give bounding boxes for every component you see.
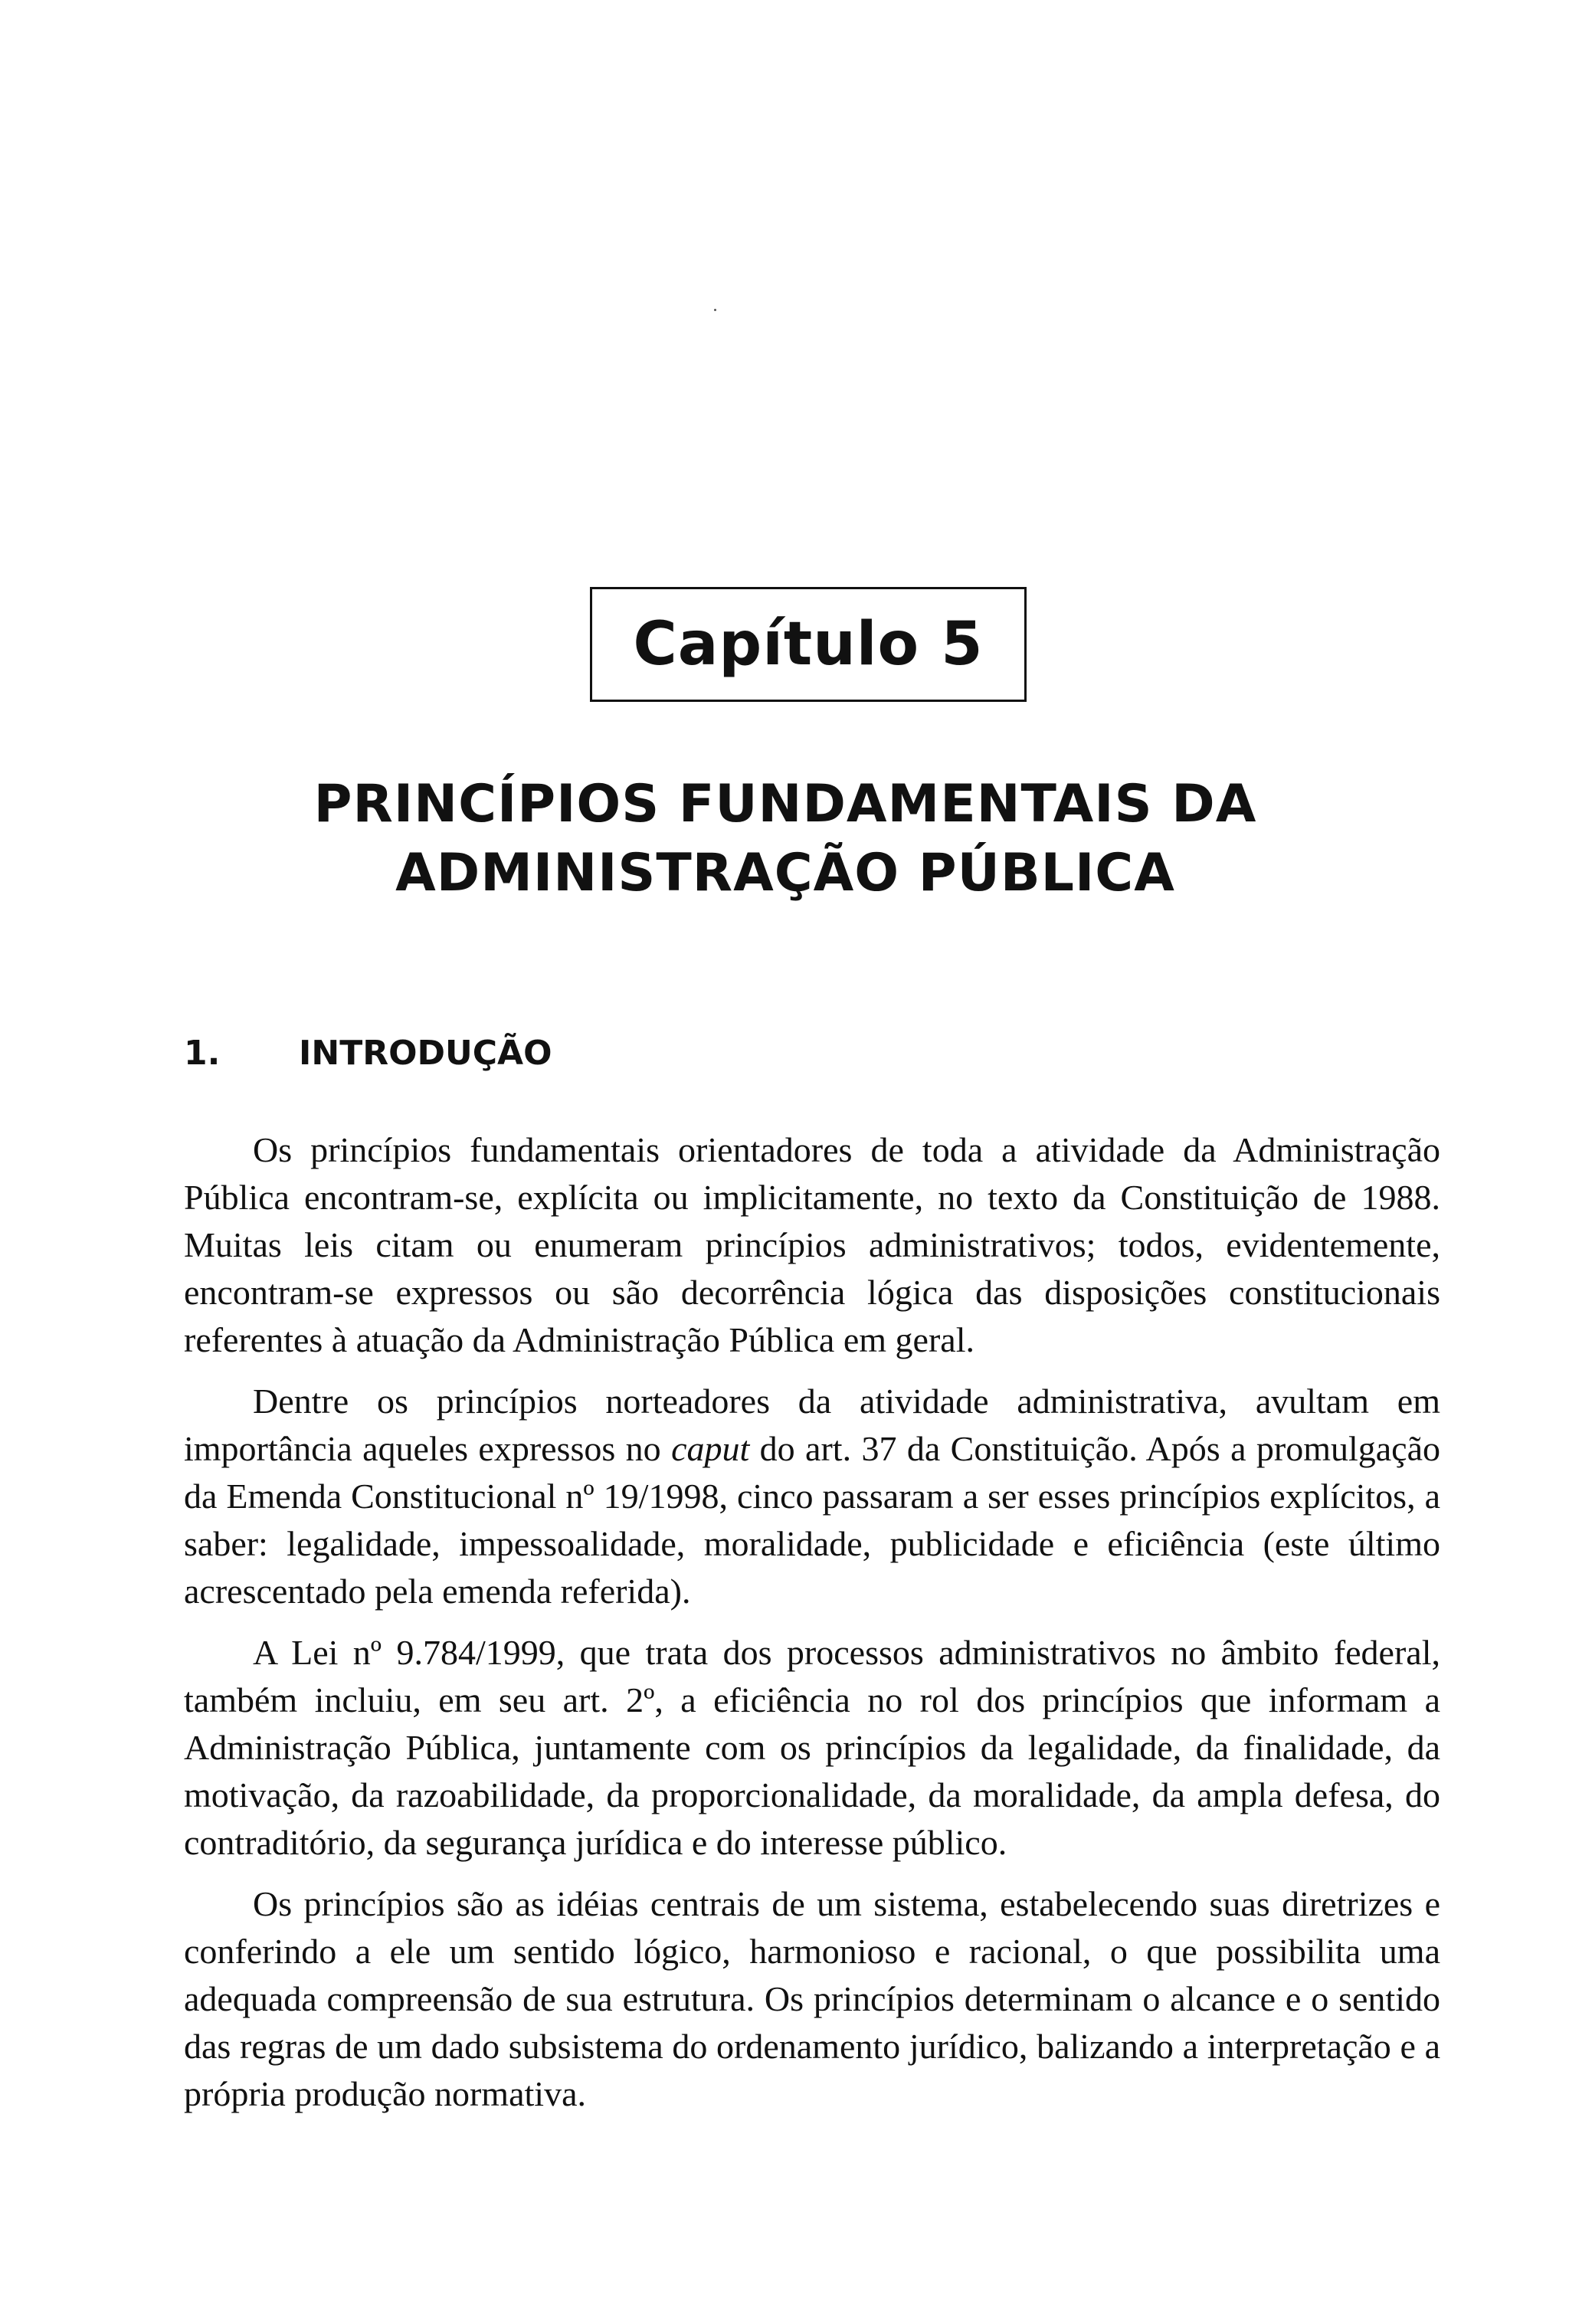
paragraph-4: Os princípios são as idéias centrais de um sistema, estabelecendo suas diretrizes e conferindo a ele um sentido lógico, harmonioso e racional, o que possibilita uma adequada compreensão de sua estrutura. Os princípios determinam o alcance e o sentido das regras de um dado subsistema do ordenamento jurídico, balizando a interpretação e a própria produção normativa. — [184, 1884, 1440, 2113]
section-number: 1. — [184, 1034, 221, 1073]
paragraph-3: A Lei nº 9.784/1999, que trata dos processos administrativos no âmbito federal, também incluiu, em seu art. 2º, a eficiência no rol dos princípios que informam a Administração Pública, juntamente com os princípios da legalidade, da finalidade, da motivação, da razoabilidade, da proporcionalidade, da moralidade, da ampla defesa, do contraditório, da segurança jurídica e do interesse público. — [184, 1633, 1440, 1862]
paragraph-2-part-a: Dentre os princípios norteadores da atividade administrativa, avultam em importância aqueles expressos no — [184, 1382, 1440, 1468]
paragraph-2-part-b: do art. 37 da Constituição. Após a promulgação da Emenda Constitucional nº 19/1998, cinco passaram a ser esses princípios explícitos, a saber: legalidade, impessoalidade, moralidade, publicidade e eficiência (este último acrescentado pela emenda referida). — [184, 1429, 1441, 1611]
chapter-title — [153, 770, 1417, 908]
paragraph-2 — [184, 1378, 1440, 1615]
chapter-title-line-2: ADMINISTRAÇÃO PÚBLICA — [395, 843, 1175, 903]
body-text — [184, 1126, 1440, 2132]
chapter-title-line-1: PRINCÍPIOS FUNDAMENTAIS DA — [313, 774, 1257, 834]
chapter-label: Capítulo 5 — [633, 610, 984, 679]
section-title: INTRODUÇÃO — [299, 1034, 552, 1073]
section-heading — [184, 1031, 552, 1077]
paragraph-2-italic: caput — [671, 1429, 750, 1468]
scan-speck — [714, 309, 716, 311]
chapter-box — [590, 587, 1027, 702]
paragraph-1: Os princípios fundamentais orientadores de toda a atividade da Administração Pública encontram-se, explícita ou implicitamente, no texto da Constituição de 1988. Muitas leis citam ou enumeram princípios administrativos; todos, evidentemente, encontram-se expressos ou são decorrência lógica das disposições constitucionais referentes à atuação da Administração Pública em geral. — [184, 1130, 1440, 1359]
